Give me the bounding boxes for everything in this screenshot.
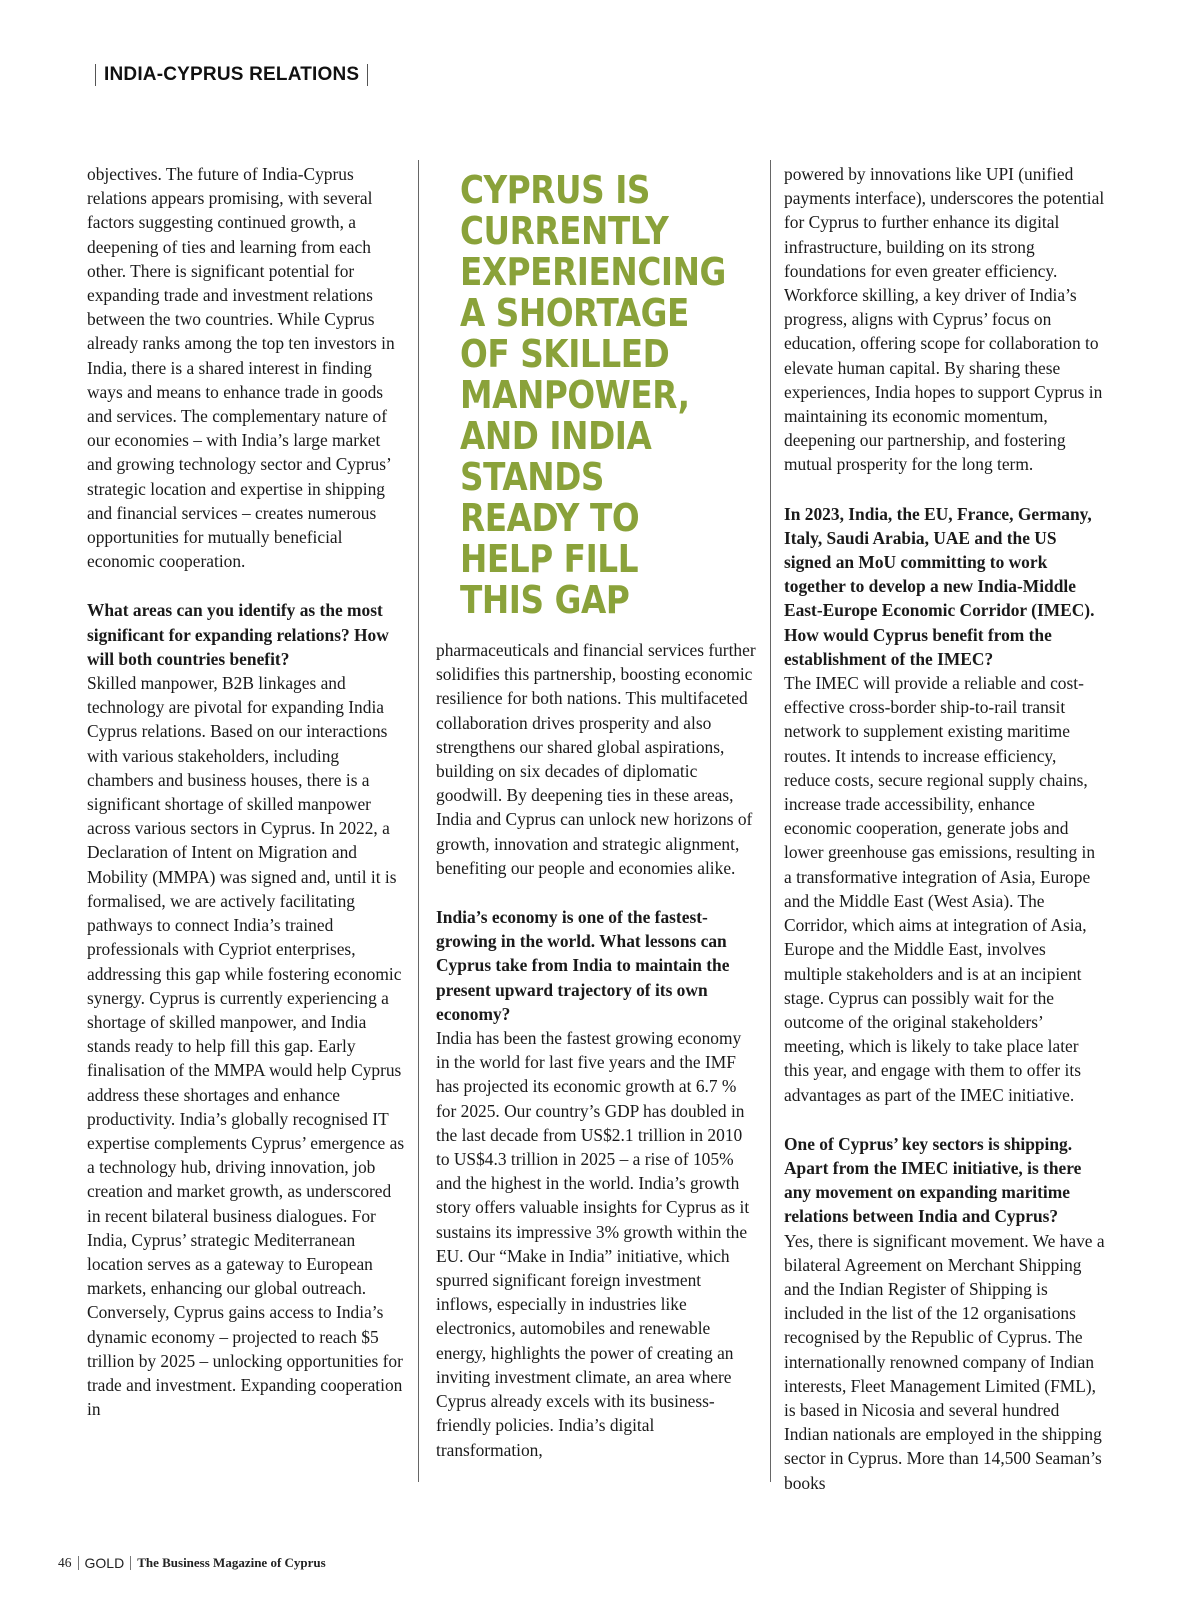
paragraph: objectives. The future of India-Cyprus relations appears promising, with several factors suggesting continued growth, a deepening of ties and learning from each other. There is significant potential for expanding trade and investment relations between the two countries. While Cyprus already ranks among the top ten investors in India, there is a shared interest in finding ways and means to enhance trade in goods and services. The complementary nature of our economies – with India’s large market and growing technology sector and Cyprus’ strategic location and expertise in shipping and financial services – creates numerous opportunities for mutually beneficial economic cooperation.	[87, 164, 395, 572]
paragraph: pharmaceuticals and financial services further solidifies this partnership, boosting economic resilience for both nations. This multifaceted collaboration drives prosperity and also strengthens our shared global aspirations, building on six decades of diplomatic goodwill. By deepening ties in these areas, India and Cyprus can unlock new horizons of growth, innovation and strategic alignment, benefiting our people and economies alike.	[436, 640, 756, 878]
footer-divider	[78, 1556, 79, 1570]
column-divider	[418, 160, 419, 1482]
paragraph: powered by innovations like UPI (unified payments interface), underscores the potential for Cyprus to further enhance its digital infrastructure, building on its strong foundations for even greater efficiency. Workforce skilling, a key driver of India’s progress, aligns with Cyprus’ focus on education, offering scope for collaboration to elevate human capital. By sharing these experiences, India hopes to support Cyprus in maintaining its economic momentum, deepening our partnership, and fostering mutual prosperity for the long term.	[784, 164, 1105, 475]
page-footer	[58, 1555, 326, 1571]
header-divider-right	[367, 64, 368, 86]
interview-answer: India has been the fastest growing economy in the world for last five years and the IMF has projected its economic growth at 6.7 % for 2025. Our country’s GDP has doubled in the last decade from US$2.1 trillion in 2010 to US$4.3 trillion in 2025 – a rise of 105% and the highest in the world. India’s growth story offers valuable insights for Cyprus as it sustains its impressive 3% growth within the EU. Our “Make in India” initiative, which spurred significant foreign investment inflows, especially in industries like electronics, automobiles and renewable energy, highlights the power of creating an inviting investment climate, an area where Cyprus already excels with its business-friendly policies. India’s digital transformation,	[436, 1028, 750, 1460]
footer-brand: GOLD	[84, 1555, 125, 1571]
column-2-body	[436, 638, 758, 1487]
section-header	[87, 64, 376, 86]
interview-question: India’s economy is one of the fastest-growing in the world. What lessons can Cyprus take from India to maintain the present upward trajectory of its own economy?	[436, 907, 730, 1024]
column-1	[87, 162, 407, 1446]
interview-question: What areas can you identify as the most significant for expanding relations? How will both countries benefit?	[87, 600, 389, 669]
interview-answer: Skilled manpower, B2B linkages and technology are pivotal for expanding India Cyprus relations. Based on our interactions with various stakeholders, including chambers and business houses, there is a significant shortage of skilled manpower across various sectors in Cyprus. In 2022, a Declaration of Intent on Migration and Mobility (MMPA) was signed and, until it is formalised, we are actively facilitating pathways to connect India’s trained professionals with Cypriot enterprises, addressing this gap while fostering economic synergy. Cyprus is currently experiencing a shortage of skilled manpower, and India stands ready to help fill this gap. Early finalisation of the MMPA would help Cyprus address these shortages and enhance productivity. India’s globally recognised IT expertise complements Cyprus’ emergence as a technology hub, driving innovation, job creation and market growth, as underscored in recent bilateral business dialogues. For India, Cyprus’ strategic Mediterranean location serves as a gateway to European markets, enhancing our global outreach. Conversely, Cyprus gains access to India’s dynamic economy – projected to reach $5 trillion by 2025 – unlocking opportunities for trade and investment. Expanding cooperation in	[87, 673, 405, 1420]
column-divider	[770, 160, 771, 1482]
pull-quote: CYPRUS IS CURRENTLY EXPERIENCING A SHORTAGE OF SKILLED MANPOWER, AND INDIA STANDS READY TO HELP FILL THIS GAP	[460, 168, 726, 622]
header-divider-left	[95, 64, 96, 86]
interview-answer: The IMEC will provide a reliable and cost-effective cross-border ship-to-rail transit network to supplement existing maritime routes. It intends to increase efficiency, reduce costs, secure regional supply chains, increase trade accessibility, enhance economic cooperation, generate jobs and lower greenhouse gas emissions, resulting in a transformative integration of Asia, Europe and the Middle East (West Asia). The Corridor, which aims at integration of Asia, Europe and the Middle East, involves multiple stakeholders and is at an incipient stage. Cyprus can possibly wait for the outcome of the original stakeholders’ meeting, which is likely to take place later this year, and engage with them to offer its advantages as part of the IMEC initiative.	[784, 673, 1096, 1105]
footer-divider	[130, 1556, 131, 1570]
interview-question: In 2023, India, the EU, France, Germany, Italy, Saudi Arabia, UAE and the US signed an MoU committing to work together to develop a new India-Middle East-Europe Economic Corridor (IMEC). How would Cyprus benefit from the establishment of the IMEC?	[784, 503, 1095, 669]
footer-magazine-name: The Business Magazine of Cyprus	[137, 1555, 326, 1570]
column-3	[784, 162, 1106, 1520]
section-title: INDIA-CYPRUS RELATIONS	[104, 64, 360, 85]
interview-answer: Yes, there is significant movement. We have a bilateral Agreement on Merchant Shipping and the Indian Register of Shipping is included in the list of the 12 organisations recognised by the Republic of Cyprus. The internationally renowned company of Indian interests, Fleet Management Limited (FML), is based in Nicosia and several hundred Indian nationals are employed in the shipping sector in Cyprus. More than 14,500 Seaman’s books	[784, 1230, 1105, 1493]
interview-question: One of Cyprus’ key sectors is shipping. Apart from the IMEC initiative, is there any movement on expanding maritime relations between India and Cyprus?	[784, 1133, 1082, 1227]
page-number: 46	[58, 1555, 72, 1570]
